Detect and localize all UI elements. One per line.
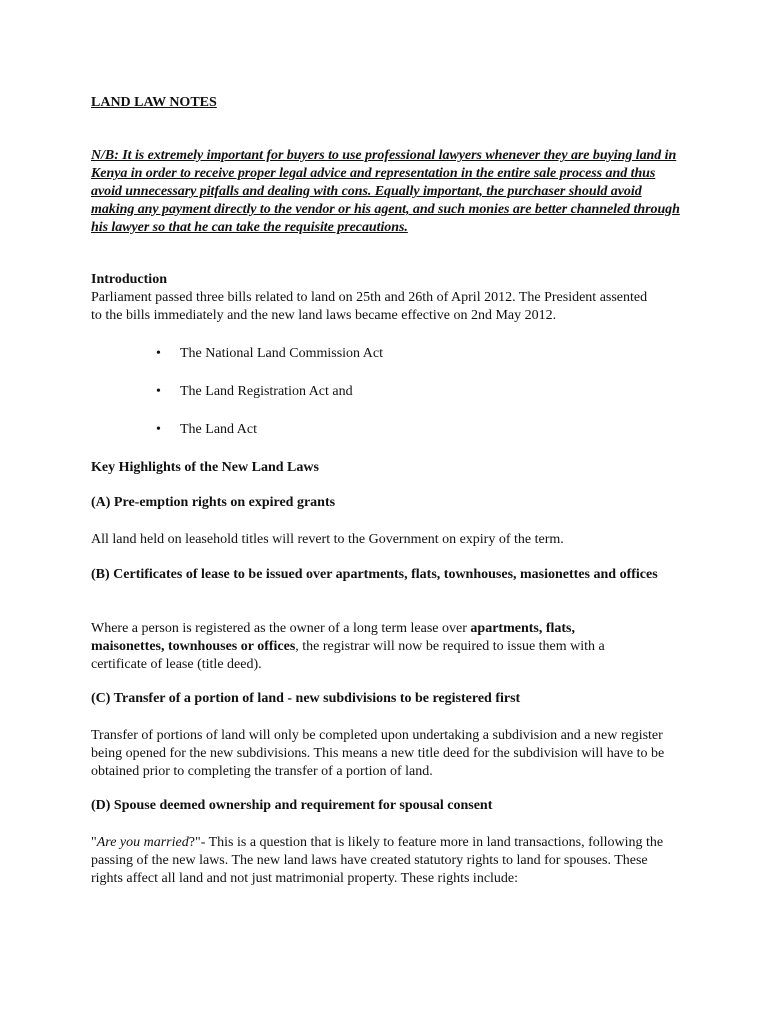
list-item-text: The National Land Commission Act [180, 346, 383, 361]
section-b-text [91, 620, 651, 674]
section-d-heading: (D) Spouse deemed ownership and requirement for spousal consent [91, 798, 493, 813]
section-b-heading: (B) Certificates of lease to be issued over apartments, flats, townhouses, masionettes and offices [91, 567, 658, 582]
section-b-text-bold: apartments, flats, maisonettes, townhouses or offices [91, 621, 576, 654]
document-title: LAND LAW NOTES [91, 95, 217, 110]
bullet-icon: • [156, 422, 161, 437]
section-d-body: - This is a question that is likely to feature more in land transactions, following the passing of the new laws. The new land laws have created statutory rights to land for spouses. These rights affect all land and not just matrimonial property. These rights include: [91, 835, 664, 886]
section-c-text: Transfer of portions of land will only be completed upon undertaking a subdivision and a new register being opened for the new subdivisions. This means a new title deed for the subdivision will have to be obtained prior to completing the transfer of a portion of land. [91, 728, 665, 779]
introduction-heading: Introduction [91, 272, 167, 287]
section-b-text-start: Where a person is registered as the owner of a long term lease over [91, 621, 471, 636]
list-item-text: The Land Act [180, 422, 257, 437]
acts-list [91, 345, 611, 459]
section-a-heading: (A) Pre-emption rights on expired grants [91, 495, 336, 510]
highlights-heading: Key Highlights of the New Land Laws [91, 460, 319, 475]
list-item [91, 345, 611, 383]
list-item [91, 421, 611, 459]
section-d-text [91, 834, 671, 888]
list-item-text: The Land Registration Act and [180, 384, 353, 399]
nb-note: N/B: It is extremely important for buyers to use professional lawyers whenever they are buying land in Kenya in order to receive proper legal advice and representation in the entire sale process and thus avoid unnecessary pitfalls and dealing with cons. Equally important, the purchaser should avoid making any payment directly to the vendor or his agent, and such monies are better channeled through his lawyer so that he can take the requisite precautions. [91, 148, 680, 235]
bullet-icon: • [156, 346, 161, 361]
bullet-icon: • [156, 384, 161, 399]
section-a-text: All land held on leasehold titles will revert to the Government on expiry of the term. [91, 532, 564, 547]
quote-open: " [91, 835, 97, 850]
list-item [91, 383, 611, 421]
introduction-paragraph: Parliament passed three bills related to land on 25th and 26th of April 2012. The President assented to the bills immediately and the new land laws became effective on 2nd May 2012. [91, 290, 648, 323]
section-b-text-end: , the registrar will now be required to issue them with a certificate of lease (title deed). [91, 639, 605, 672]
quote-italic: Are you married [96, 835, 189, 850]
quote-close: ?" [188, 835, 201, 850]
section-c-heading: (C) Transfer of a portion of land - new subdivisions to be registered first [91, 691, 521, 706]
